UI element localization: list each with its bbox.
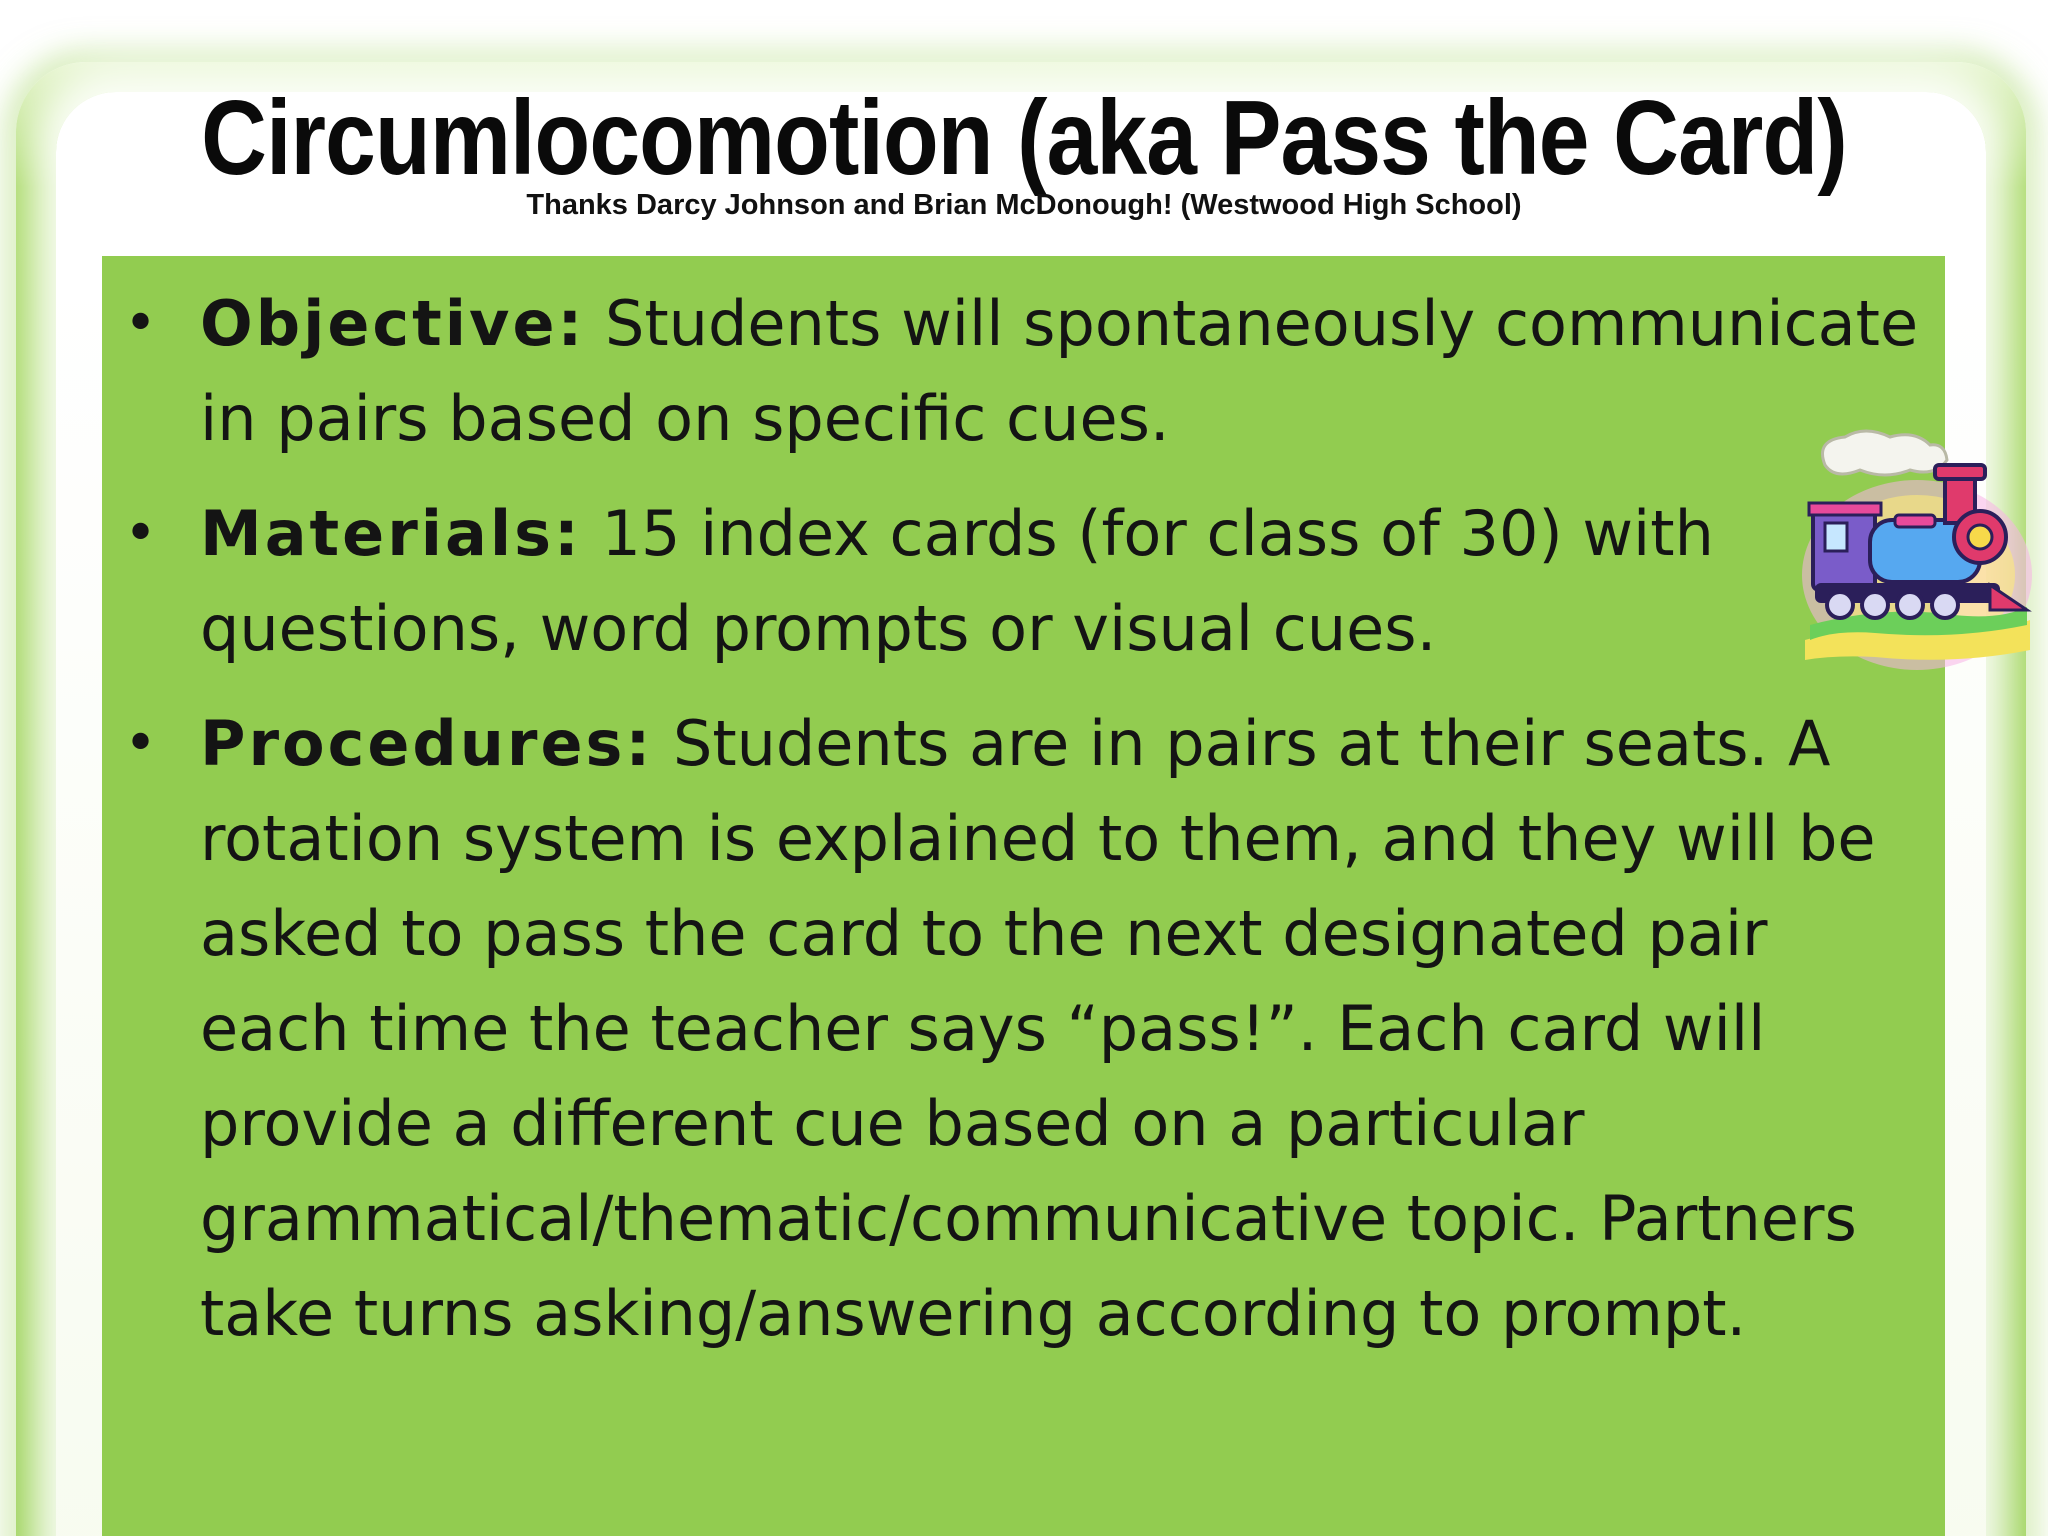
bullet-list [124,276,1920,1381]
bullet-dot: • [124,711,158,776]
bullet-item-procedures [124,696,1920,1361]
bullet-dot: • [124,501,158,566]
bullet-dot: • [124,291,158,356]
slide-title: Circumlocomotion (aka Pass the Card) [201,79,1847,197]
bullet-item-objective [124,276,1920,466]
bullet-text-procedures: Students are in pairs at their seats. A rotation system is explained to them, and they will be asked to pass the card to the next designated pair each time the teacher says “pass!”. Each card will provide a different cue based on a particular grammatical/thematic/communicative topic. Partners take turns asking/answering according to prompt. [200,707,1876,1350]
bullet-label-materials: Materials: [200,497,582,570]
bullet-label-procedures: Procedures: [200,707,654,780]
bullet-text-objective: Students will spontaneously communicate in pairs based on specific cues. [200,287,1919,455]
steam-train-icon [1795,425,2040,675]
bullet-text-materials: 15 index cards (for class of 30) with questions, word prompts or visual cues. [200,497,1714,665]
bullet-item-materials [124,486,1920,676]
bullet-label-objective: Objective: [200,287,586,360]
slide-subtitle: Thanks Darcy Johnson and Brian McDonough! (Westwood High School) [526,189,1522,221]
